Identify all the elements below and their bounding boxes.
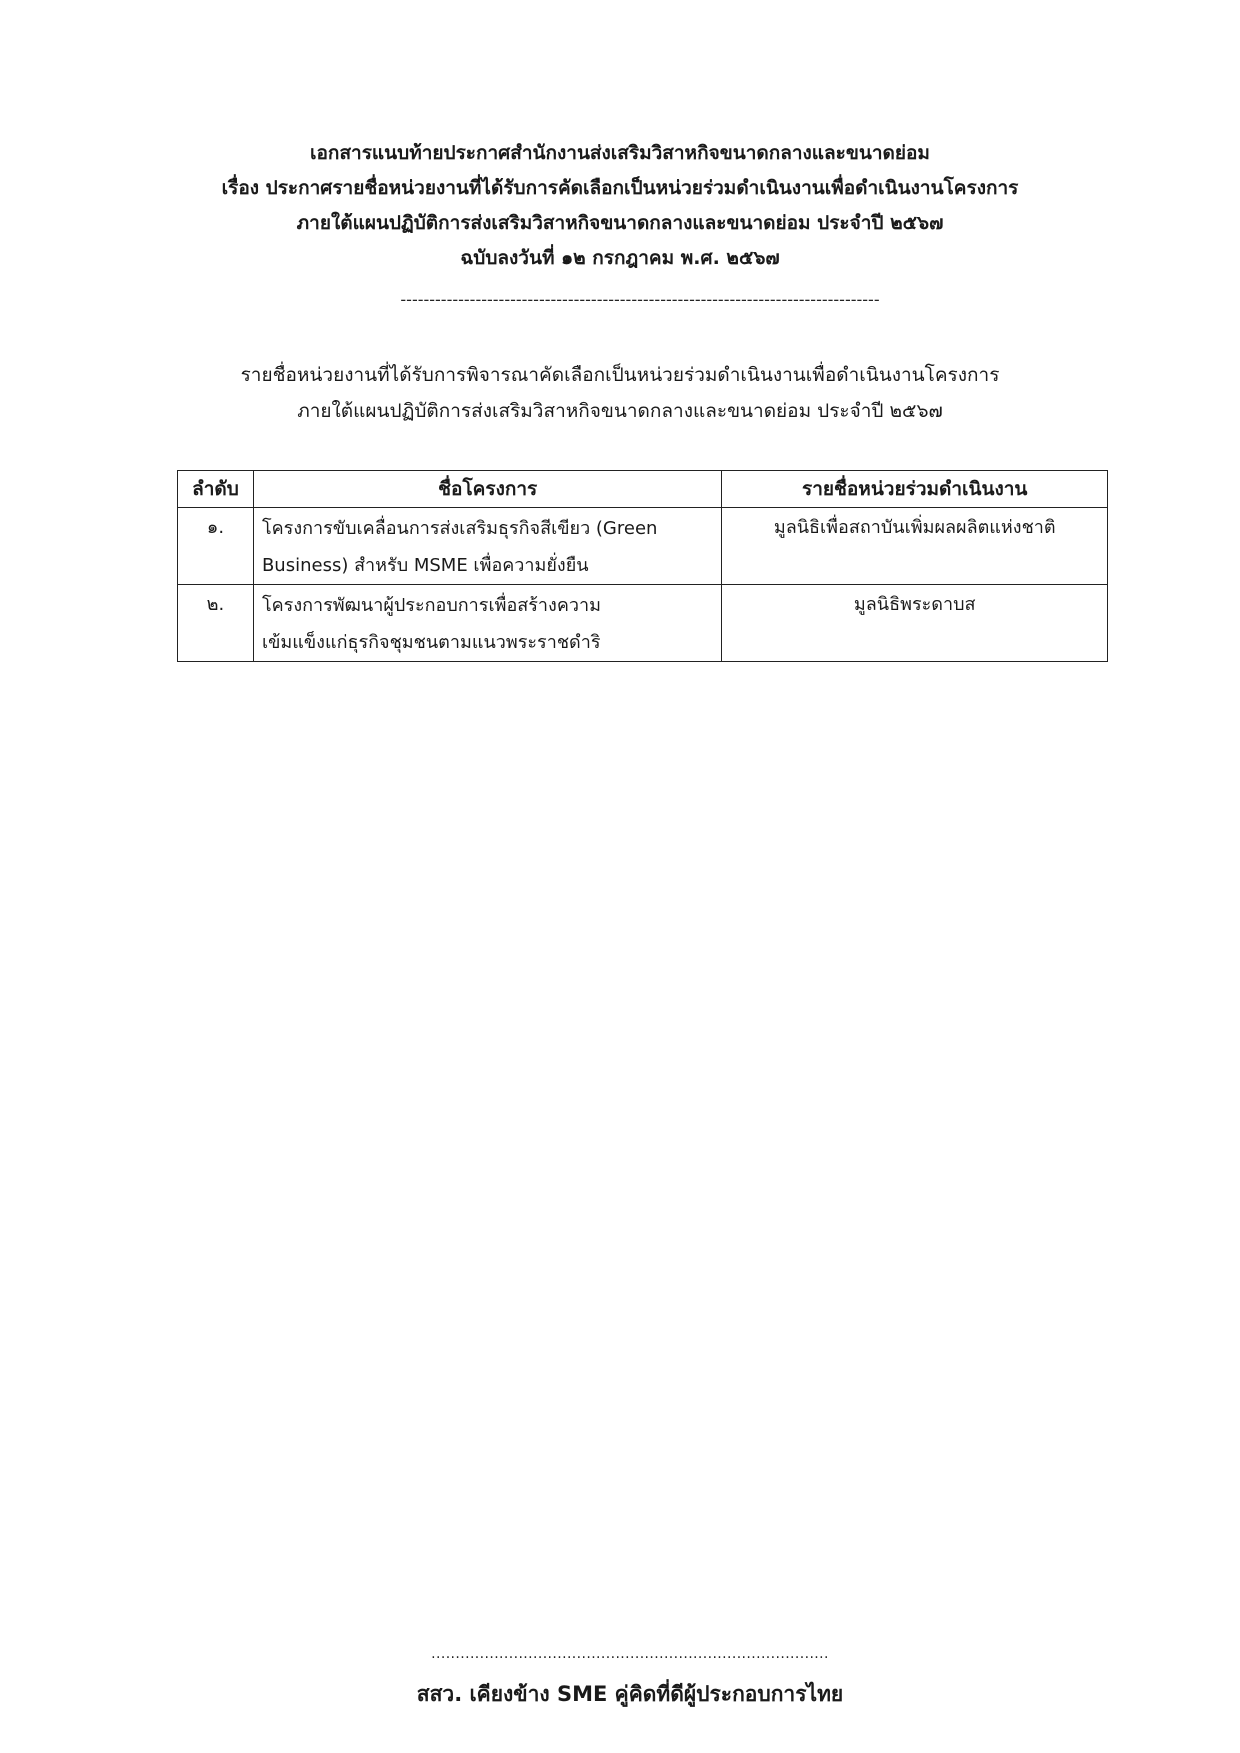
organization-name: มูลนิธิเพื่อสถาบันเพิ่มผลผลิตแห่งชาติ — [722, 508, 1108, 585]
row-number: ๒. — [178, 585, 254, 662]
project-name-line2: Business) สำหรับ MSME เพื่อความยั่งยืน — [261, 555, 589, 576]
project-name-line1: โครงการพัฒนาผู้ประกอบการเพื่อสร้างความ — [261, 595, 601, 616]
column-header-project: ชื่อโครงการ — [253, 471, 721, 508]
header-plan: ภายใต้แผนปฏิบัติการส่งเสริมวิสาหกิจขนาดกลางและขนาดย่อม ประจำปี ๒๕๖๗ — [296, 212, 944, 234]
list-heading — [120, 357, 1120, 429]
header-title: เอกสารแนบท้ายประกาศสำนักงานส่งเสริมวิสาหกิจขนาดกลางและขนาดย่อม — [310, 142, 930, 164]
column-header-organization: รายชื่อหน่วยร่วมดำเนินงาน — [722, 471, 1108, 508]
document-header — [120, 136, 1120, 276]
list-heading-line1: รายชื่อหน่วยงานที่ได้รับการพิจารณาคัดเลือกเป็นหน่วยร่วมดำเนินงานเพื่อดำเนินงานโครงการ — [240, 364, 1000, 386]
header-subject: เรื่อง ประกาศรายชื่อหน่วยงานที่ได้รับการคัดเลือกเป็นหน่วยร่วมดำเนินงานเพื่อดำเนินงานโครงการ — [221, 177, 1019, 199]
header-divider: ----------------------------------------------------------------------------------- — [400, 290, 880, 309]
header-date: ฉบับลงวันที่ ๑๒ กรกฎาคม พ.ศ. ๒๕๖๗ — [460, 247, 780, 269]
footer-dotted-line: .................................................................................. — [431, 1646, 829, 1662]
table-header-row — [178, 471, 1108, 508]
table-row — [178, 508, 1108, 585]
organization-name: มูลนิธิพระดาบส — [722, 585, 1108, 662]
project-name-line1: โครงการขับเคลื่อนการส่งเสริมธุรกิจสีเขียว (Green — [261, 518, 658, 539]
project-name — [253, 585, 721, 662]
row-number: ๑. — [178, 508, 254, 585]
projects-table — [177, 470, 1108, 662]
list-heading-line2: ภายใต้แผนปฏิบัติการส่งเสริมวิสาหกิจขนาดกลางและขนาดย่อม ประจำปี ๒๕๖๗ — [297, 400, 943, 422]
column-header-no: ลำดับ — [178, 471, 254, 508]
project-name-line2: เข้มแข็งแก่ธุรกิจชุมชนตามแนวพระราชดำริ — [261, 632, 601, 653]
footer-tagline: สสว. เคียงข้าง SME คู่คิดที่ดีผู้ประกอบการไทย — [416, 1682, 844, 1706]
table-row — [178, 585, 1108, 662]
project-name — [253, 508, 721, 585]
